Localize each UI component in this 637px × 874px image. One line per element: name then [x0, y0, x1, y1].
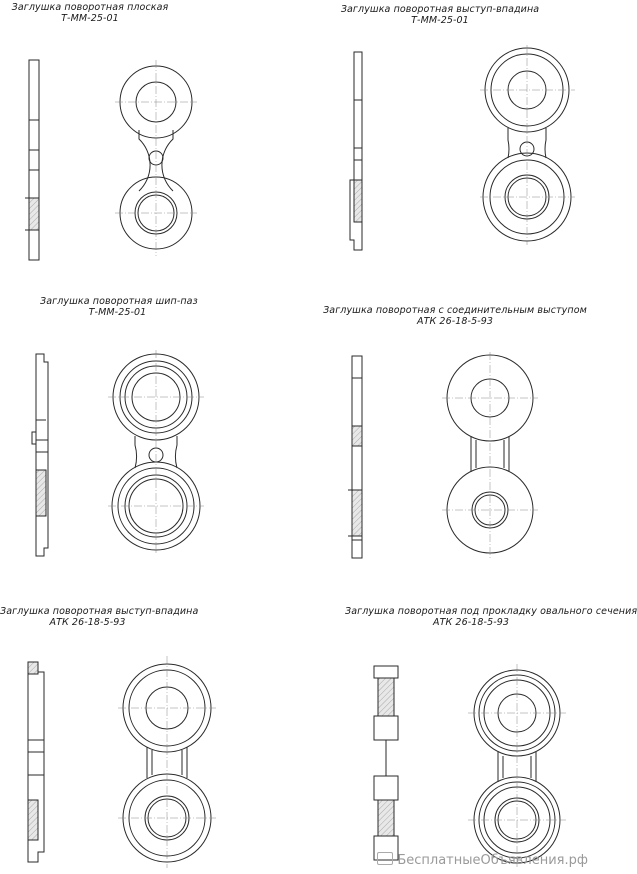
watermark	[377, 852, 588, 868]
caption-oval-gasket	[345, 606, 637, 628]
plug-tongue-groove-section	[32, 354, 48, 556]
caption-flat-code: Т-ММ-25-01	[61, 13, 119, 24]
caption-raised-recess-atk-code: АТК 26-18-5-93	[49, 617, 126, 628]
caption-oval-gasket-code: АТК 26-18-5-93	[432, 617, 510, 628]
caption-connecting-raised	[320, 305, 590, 327]
plug-connecting-raised-section	[348, 356, 362, 558]
caption-tongue-groove	[40, 296, 198, 318]
caption-oval-gasket-title: Заглушка поворотная под прокладку овального сечения	[345, 606, 637, 617]
caption-raised-recess	[340, 4, 540, 26]
watermark-logo-icon	[377, 852, 393, 865]
plug-oval-gasket-section	[374, 666, 398, 860]
plug-raised-recess-atk-view	[118, 656, 216, 868]
plug-raised-recess-view	[480, 45, 575, 245]
caption-raised-recess-code: Т-ММ-25-01	[411, 15, 469, 26]
plug-oval-gasket-view	[468, 664, 566, 868]
caption-tongue-groove-code: Т-ММ-25-01	[88, 307, 147, 318]
caption-connecting-raised-title: Заглушка поворотная с соединительным выступом	[323, 305, 587, 316]
caption-raised-recess-title: Заглушка поворотная выступ-впадина	[340, 4, 540, 15]
plug-flat-section	[25, 60, 39, 260]
caption-raised-recess-atk	[0, 606, 199, 628]
plug-raised-recess-atk-section	[28, 662, 44, 862]
caption-tongue-groove-title: Заглушка поворотная шип-паз	[40, 296, 198, 307]
plug-connecting-raised-view	[442, 352, 538, 558]
caption-raised-recess-atk-title: Заглушка поворотная выступ-впадина	[0, 606, 199, 617]
plug-flat-view	[115, 60, 197, 256]
watermark-text: БесплатныеОбъявления.рф	[397, 853, 588, 868]
plug-tongue-groove-view	[108, 350, 204, 554]
caption-flat	[5, 2, 175, 24]
plug-raised-recess-section	[350, 52, 362, 250]
caption-flat-title: Заглушка поворотная плоская	[11, 2, 169, 13]
caption-connecting-raised-code: АТК 26-18-5-93	[416, 316, 494, 327]
